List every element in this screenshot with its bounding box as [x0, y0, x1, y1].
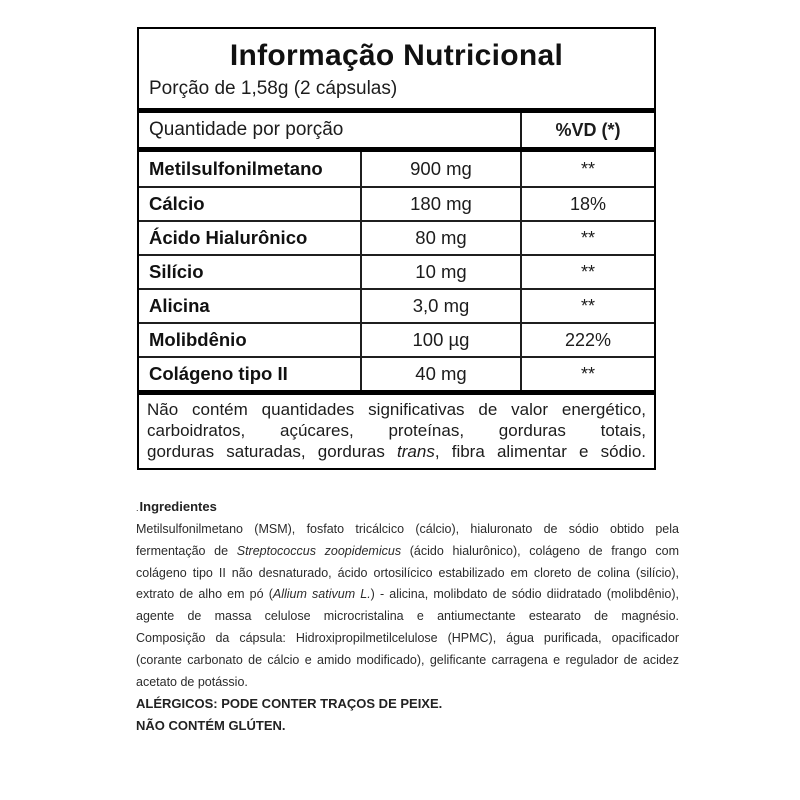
column-header-quantity: Quantidade por porção: [149, 119, 344, 140]
no-significant-amounts-note: [139, 395, 654, 468]
table-row: [139, 186, 654, 220]
table-row: [139, 356, 654, 390]
serving-size: Porção de 1,58g (2 cápsulas): [149, 78, 398, 99]
footnote-line: Não contém quantidades significativas de valor energético,: [147, 400, 646, 419]
ingredients-heading: .Ingredientes: [136, 499, 217, 514]
footnote-line: carboidratos, açúcares, proteínas, gorduras totais,: [147, 421, 646, 440]
nutrient-name: Molibdênio: [149, 329, 247, 350]
footnote-line: gorduras saturadas, gorduras trans, fibra alimentar e sódio.: [147, 442, 646, 461]
table-row: [139, 322, 654, 356]
ingredients-section: [136, 496, 679, 737]
stray-dot: .: [136, 503, 139, 513]
nutrient-amount: 100 µg: [360, 324, 520, 356]
species-italic: Allium sativum L.: [272, 587, 371, 602]
ingredients-line: Composição da cápsula: Hidroxipropilmetilcelulose (HPMC), água purificada, opacificador: [136, 630, 679, 645]
allergen-warning: ALÉRGICOS: PODE CONTER TRAÇOS DE PEIXE.: [136, 696, 443, 712]
nutrient-dv: 18%: [520, 188, 654, 220]
nutrient-amount: 3,0 mg: [360, 290, 520, 322]
nutrient-dv: **: [520, 358, 654, 390]
table-row: [139, 152, 654, 186]
ingredients-line: extrato de alho em pó (Allium sativum L.) - alicina, molibdato de sódio diidratado (molibdênio),: [136, 587, 679, 602]
ingredients-line: agente de massa celulose microcristalina e antiumectante estearato de magnésio.: [136, 609, 679, 624]
nutrient-amount: 10 mg: [360, 256, 520, 288]
nutrition-facts-panel: [137, 27, 656, 470]
gluten-free-note: NÃO CONTÉM GLÚTEN.: [136, 718, 286, 734]
ingredients-line: Metilsulfonilmetano (MSM), fosfato tricálcico (cálcio), hialuronato de sódio obtido pela: [136, 522, 679, 536]
nutrient-amount: 900 mg: [360, 152, 520, 186]
nutrient-name: Ácido Hialurônico: [149, 227, 308, 248]
nutrient-name: Metilsulfonilmetano: [149, 158, 323, 179]
nutrient-name: Cálcio: [149, 193, 205, 214]
nutrient-dv: **: [520, 222, 654, 254]
column-header-dv: %VD (*): [520, 113, 654, 147]
nutrient-dv: **: [520, 290, 654, 322]
table-header-row: [139, 113, 654, 147]
nutrient-name: Colágeno tipo II: [149, 363, 288, 384]
table-row: [139, 288, 654, 322]
nutrient-amount: 80 mg: [360, 222, 520, 254]
nutrient-name: Silício: [149, 261, 204, 282]
ingredients-line: fermentação de Streptococcus zoopidemicus (ácido hialurônico), colágeno de frango com: [136, 543, 679, 558]
nutrient-amount: 40 mg: [360, 358, 520, 390]
ingredients-line: (corante carbonato de cálcio e amido modificado), gelificante carragena e regulador de acidez: [136, 652, 679, 667]
ingredients-line: acetato de potássio.: [136, 674, 248, 689]
nutrient-dv: **: [520, 152, 654, 186]
species-italic: Streptococcus zoopidemicus: [236, 543, 402, 558]
panel-header: [139, 29, 654, 108]
nutrition-title: Informação Nutricional: [229, 39, 564, 72]
ingredients-line: colágeno tipo II não desnaturado, ácido ortosilícico estabilizado em cloreto de colina (silício),: [136, 565, 679, 580]
nutrient-dv: 222%: [520, 324, 654, 356]
nutrient-amount: 180 mg: [360, 188, 520, 220]
trans-italic: trans: [397, 442, 435, 461]
nutrient-name: Alicina: [149, 295, 210, 316]
nutrient-dv: **: [520, 256, 654, 288]
table-row: [139, 254, 654, 288]
table-row: [139, 220, 654, 254]
